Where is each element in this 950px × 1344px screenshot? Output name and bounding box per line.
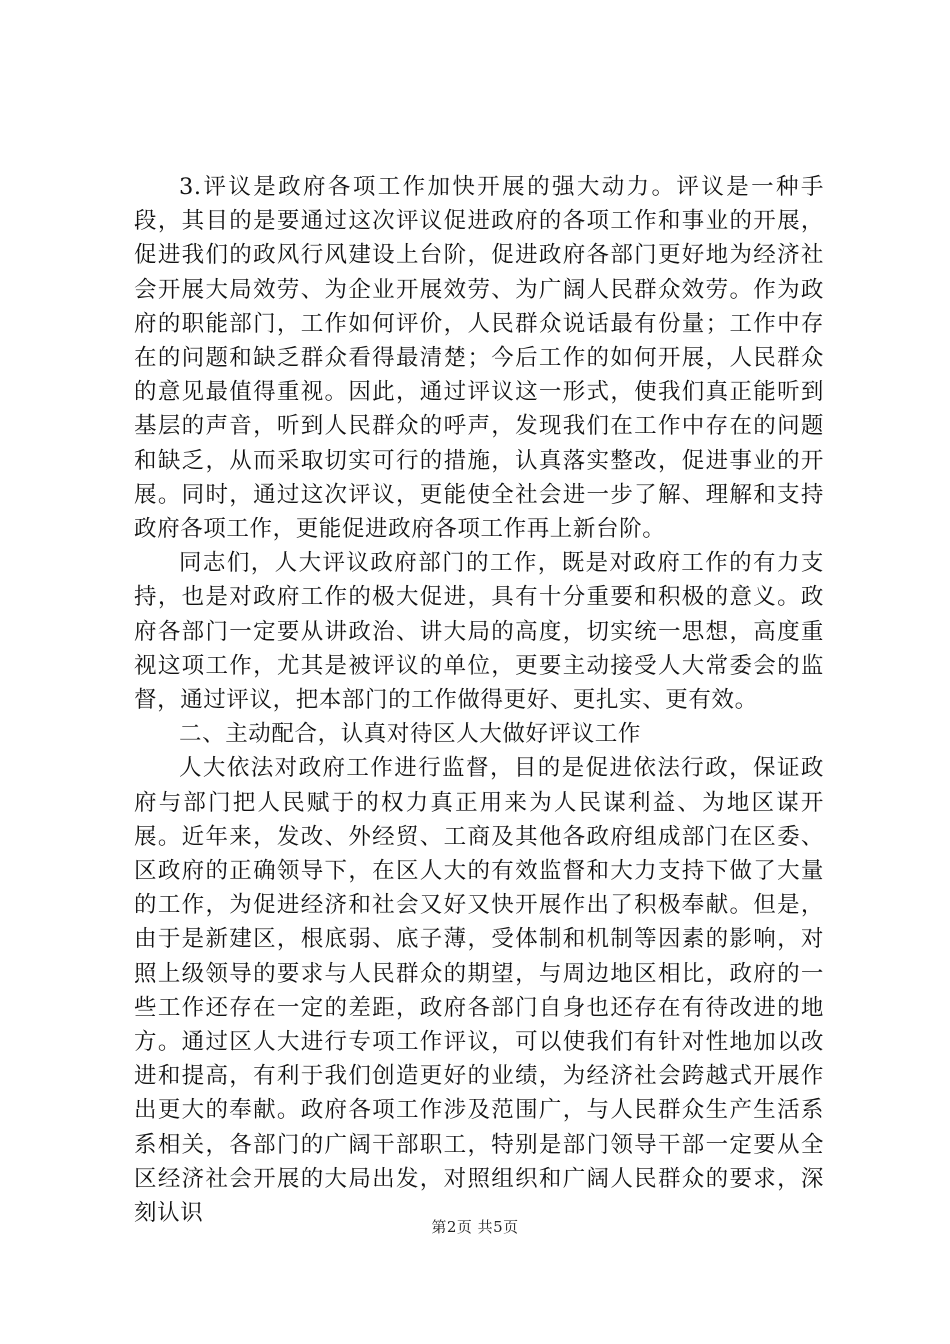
paragraph-1: 3.评议是政府各项工作加快开展的强大动力。评议是一种手段，其目的是要通过这次评议促进政府的各项工作和事业的开展，促进我们的政风行风建设上台阶，促进政府各部门更好地为经济社会开展大局效劳、为企业开展效劳、为广阔人民群众效劳。作为政府的职能部门，工作如何评价，人民群众说话最有份量；工作中存在的问题和缺乏群众看得最清楚；今后工作的如何开展，人民群众的意见最值得重视。因此，通过评议这一形式，使我们真正能听到基层的声音，听到人民群众的呼声，发现我们在工作中存在的问题和缺乏，从而采取切实可行的措施，认真落实整改，促进事业的开展。同时，通过这次评议，更能使全社会进一步了解、理解和支持政府各项工作，更能促进政府各项工作再上新台阶。 xyxy=(134,174,824,543)
page-number-footer: 第2页 共5页 xyxy=(431,1218,519,1236)
document-body xyxy=(134,170,824,1230)
paragraph-3: 人大依法对政府工作进行监督，目的是促进依法行政，保证政府与部门把人民赋于的权力真正用来为人民谋利益、为地区谋开展。近年来，发改、外经贸、工商及其他各政府组成部门在区委、区政府的正确领导下，在区人大的有效监督和大力支持下做了大量的工作，为促进经济和社会又好又快开展作出了积极奉献。但是，由于是新建区，根底弱、底子薄，受体制和机制等因素的影响，对照上级领导的要求与人民群众的期望，与周边地区相比，政府的一些工作还存在一定的差距，政府各部门自身也还存在有待改进的地方。通过区人大进行专项工作评议，可以使我们有针对性地加以改进和提高，有利于我们创造更好的业绩，为经济社会跨越式开展作出更大的奉献。政府各项工作涉及范围广，与人民群众生产生活系系相关，各部门的广阔干部职工，特别是部门领导干部一定要从全区经济社会开展的大局出发，对照组织和广阔人民群众的要求，深刻认识 xyxy=(134,755,824,1227)
paragraph-2: 同志们，人大评议政府部门的工作，既是对政府工作的有力支持，也是对政府工作的极大促进，具有十分重要和积极的意义。政府各部门一定要从讲政治、讲大局的高度，切实统一思想，高度重视这项工作，尤其是被评议的单位，更要主动接受人大常委会的监督，通过评议，把本部门的工作做得更好、更扎实、更有效。 xyxy=(134,550,824,714)
section-heading: 二、主动配合，认真对待区人大做好评议工作 xyxy=(179,721,642,748)
